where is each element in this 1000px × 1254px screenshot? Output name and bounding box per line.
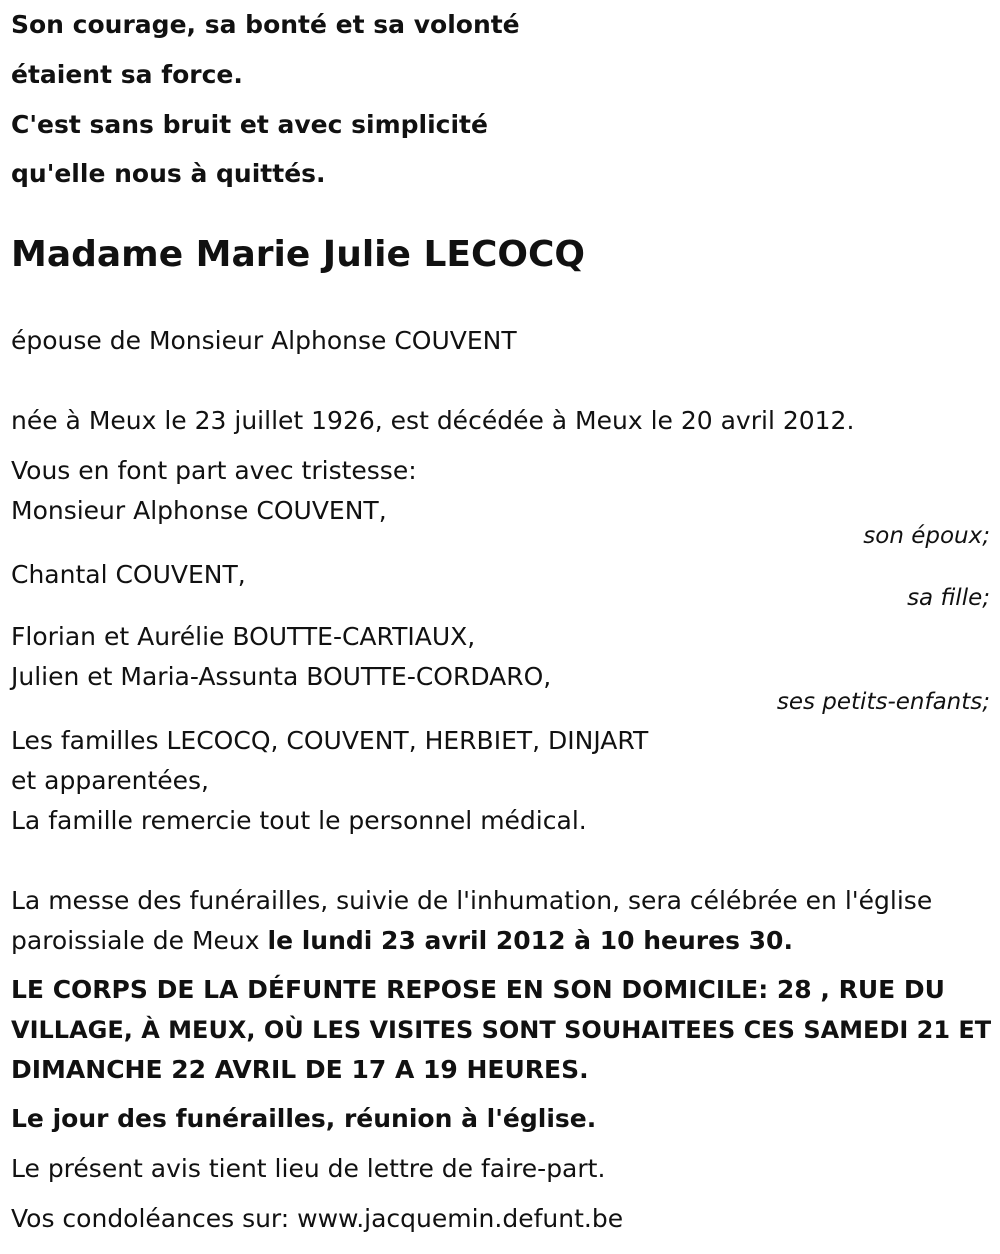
grandchildren-line-1: Florian et Aurélie BOUTTE-CARTIAUX, <box>11 622 476 651</box>
condolences-label: Vos condoléances sur: <box>11 1204 290 1233</box>
daughter-name: Chantal COUVENT, <box>11 560 246 589</box>
family-intro: Vous en font part avec tristesse: <box>11 456 417 485</box>
deceased-name: Madame Marie Julie LECOCQ <box>11 234 586 275</box>
meeting-line: Le jour des funérailles, réunion à l'église. <box>11 1104 597 1133</box>
visit-line-1: LE CORPS DE LA DÉFUNTE REPOSE EN SON DOMICILE: 28 , RUE DU <box>11 975 945 1004</box>
thanks-line: La famille remercie tout le personnel médical. <box>11 806 587 835</box>
spouse-line: épouse de Monsieur Alphonse COUVENT <box>11 326 517 355</box>
birth-death-line: née à Meux le 23 juillet 1926, est décédée à Meux le 20 avril 2012. <box>11 406 855 435</box>
ceremony-date-time: le lundi 23 avril 2012 à 10 heures 30. <box>267 926 793 955</box>
quote-line-1: Son courage, sa bonté et sa volonté <box>11 10 520 39</box>
condolences-link[interactable]: www.jacquemin.defunt.be <box>297 1204 624 1233</box>
visit-line-3: DIMANCHE 22 AVRIL DE 17 A 19 HEURES. <box>11 1055 589 1084</box>
spouse-name: Monsieur Alphonse COUVENT, <box>11 496 387 525</box>
families-line-1: Les familles LECOCQ, COUVENT, HERBIET, DINJART <box>11 726 649 755</box>
condolences-line <box>11 1204 623 1234</box>
ceremony-place: paroissiale de Meux <box>11 926 260 955</box>
quote-line-2: étaient sa force. <box>11 60 243 89</box>
quote-line-3: C'est sans bruit et avec simplicité <box>11 110 488 139</box>
grandchildren-line-2: Julien et Maria-Assunta BOUTTE-CORDARO, <box>11 662 552 691</box>
ceremony-line-1: La messe des funérailles, suivie de l'inhumation, sera célébrée en l'église <box>11 886 933 915</box>
notice-line: Le présent avis tient lieu de lettre de faire-part. <box>11 1154 606 1183</box>
daughter-role: sa fille; <box>907 585 990 611</box>
families-line-2: et apparentées, <box>11 766 209 795</box>
spouse-role: son époux; <box>863 523 990 549</box>
grandchildren-role: ses petits-enfants; <box>776 689 990 715</box>
ceremony-line-2 <box>11 926 793 956</box>
visit-line-2: VILLAGE, À MEUX, OÙ LES VISITES SONT SOUHAITEES CES SAMEDI 21 ET <box>11 1016 992 1044</box>
quote-line-4: qu'elle nous à quittés. <box>11 159 326 188</box>
